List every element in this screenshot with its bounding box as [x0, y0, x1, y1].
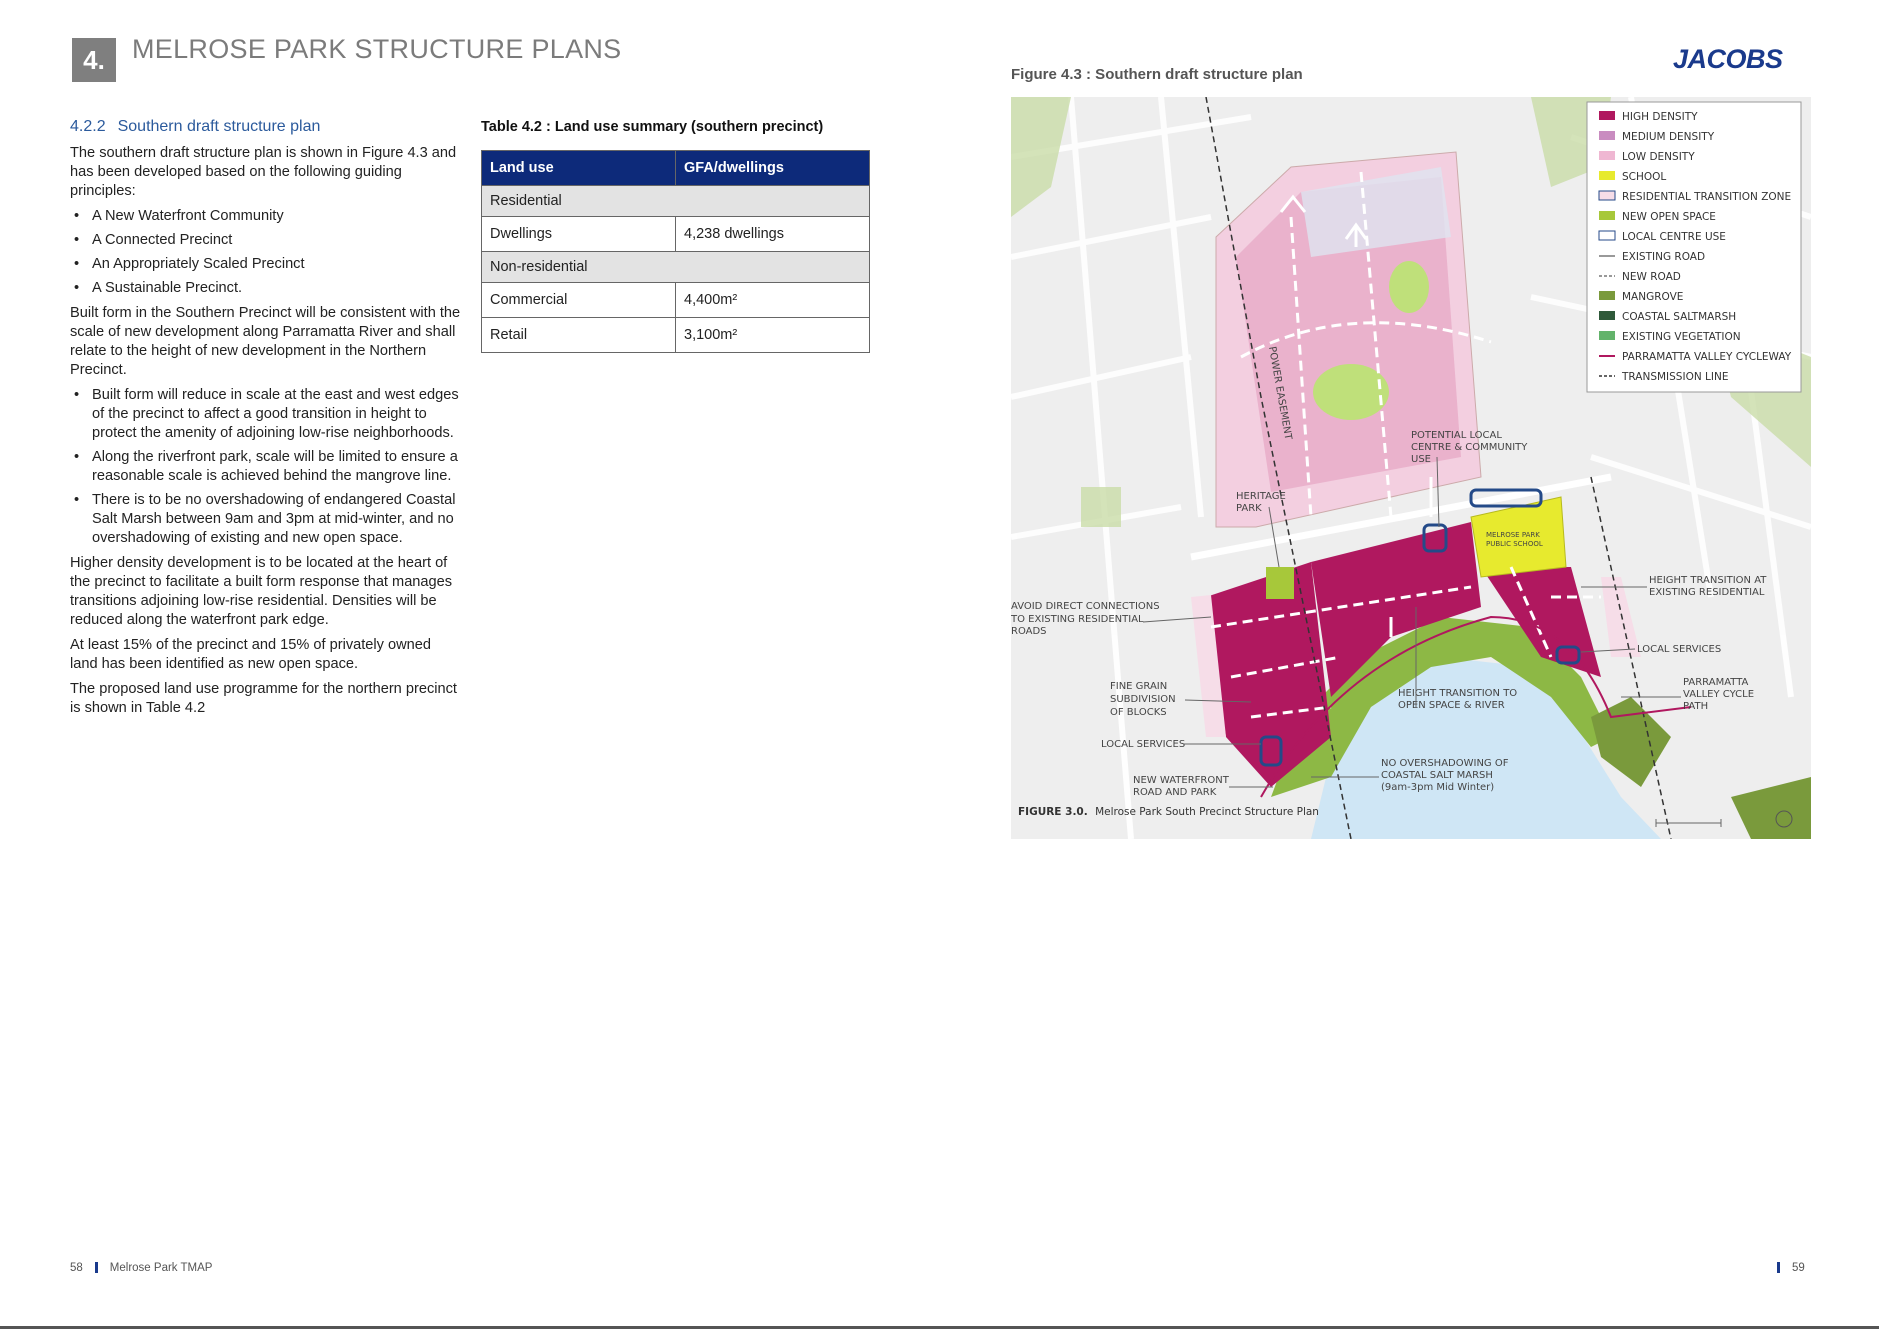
table-group-row: [482, 252, 870, 283]
principles-list: [70, 207, 462, 298]
legend-label: SCHOOL: [1622, 171, 1667, 183]
annotation-label: AVOID DIRECT CONNECTIONS: [1011, 601, 1160, 612]
footer-divider: [1777, 1262, 1780, 1273]
right-page-number: 59: [1792, 1262, 1805, 1274]
jacobs-logo: JACOBS: [1673, 44, 1783, 74]
structure-plan-map: [1011, 97, 1811, 839]
left-page-number: 58: [70, 1262, 83, 1274]
footer-left: [70, 1262, 212, 1274]
column-header: Land use: [482, 151, 676, 186]
footer-right: [1777, 1262, 1805, 1274]
list-item: • An Appropriately Scaled Precinct: [70, 255, 462, 274]
section-number: 4.2.2: [70, 118, 106, 135]
table-row: [482, 318, 870, 353]
legend-swatch: [1599, 291, 1615, 300]
open-space-paragraph: At least 15% of the precinct and 15% of privately owned land has been identified as new open space.: [70, 637, 432, 672]
heritage-park-block: [1266, 567, 1294, 599]
group-label: Non-residential: [482, 252, 870, 283]
table-group-row: [482, 186, 870, 217]
list-item: • There is to be no overshadowing of endangered Coastal Salt Marsh between 9am and 3pm at mid-winter, and no overshadowing of existing and new open space.: [70, 491, 462, 548]
annotation-label: VALLEY CYCLE: [1683, 689, 1755, 700]
inner-figure-caption-text: Melrose Park South Precinct Structure Plan: [1095, 806, 1319, 818]
list-item: • Along the riverfront park, scale will be limited to ensure a reasonable scale is achieved behind the mangrove line.: [70, 448, 462, 486]
annotation-label: HEIGHT TRANSITION AT: [1649, 575, 1767, 586]
open-space-oval-2: [1389, 261, 1429, 313]
table-row: [482, 217, 870, 252]
legend-label: RESIDENTIAL TRANSITION ZONE: [1622, 191, 1792, 203]
table-cell: 3,100m²: [676, 318, 870, 353]
annotation-label: NO OVERSHADOWING OF: [1381, 758, 1509, 769]
legend-label: HIGH DENSITY: [1622, 111, 1698, 123]
annotation-label: PARK: [1236, 503, 1262, 514]
legend-swatch: [1599, 231, 1615, 240]
table-caption: Table 4.2 : Land use summary (southern precinct): [481, 119, 824, 135]
table-cell: 4,400m²: [676, 283, 870, 318]
list-item: • A Sustainable Precinct.: [70, 279, 462, 298]
legend-swatch: [1599, 171, 1615, 180]
annotation-label: ROAD AND PARK: [1133, 787, 1217, 798]
section-title: Southern draft structure plan: [117, 118, 321, 135]
annotation-label: COASTAL SALT MARSH: [1381, 770, 1493, 781]
annotation-label: SUBDIVISION: [1110, 694, 1176, 705]
intro-paragraph: The southern draft structure plan is shown in Figure 4.3 and has been developed based on the following guiding principles:: [70, 145, 457, 199]
table-row: [482, 283, 870, 318]
annotation-label: POTENTIAL LOCAL: [1411, 430, 1502, 441]
annotation-label: PATH: [1683, 701, 1709, 712]
annotation-label: POWER EASEMENT: [1266, 345, 1294, 441]
legend-swatch: [1599, 131, 1615, 140]
legend-item: [1599, 351, 1792, 363]
group-label: Residential: [482, 186, 870, 217]
built-form-list: [70, 386, 462, 548]
annotation-label: MELROSE PARK: [1486, 531, 1540, 539]
annotation-label: ROADS: [1011, 626, 1047, 637]
inner-figure-caption-prefix: FIGURE 3.0.: [1018, 806, 1088, 818]
legend-swatch: [1599, 211, 1615, 220]
legend-swatch: [1599, 331, 1615, 340]
annotation-label: TO EXISTING RESIDENTIAL: [1011, 614, 1144, 625]
legend-label: COASTAL SALTMARSH: [1622, 311, 1737, 323]
figure-caption: Figure 4.3 : Southern draft structure plan: [1011, 66, 1303, 83]
legend-label: EXISTING VEGETATION: [1622, 331, 1741, 343]
table-header-row: [482, 151, 870, 186]
legend-swatch: [1599, 151, 1615, 160]
programme-paragraph: The proposed land use programme for the northern precinct is shown in Table 4.2: [70, 681, 457, 716]
legend-label: LOW DENSITY: [1622, 151, 1695, 163]
annotation-label: (9am-3pm Mid Winter): [1381, 782, 1495, 793]
annotation-label: LOCAL SERVICES: [1101, 739, 1186, 750]
annotation-label: EXISTING RESIDENTIAL: [1649, 587, 1765, 598]
annotation-label: LOCAL SERVICES: [1637, 644, 1722, 655]
annotation-label: PARRAMATTA: [1683, 677, 1749, 688]
section-heading: [70, 118, 320, 136]
list-item: • Built form will reduce in scale at the east and west edges of the precinct to affect a good transition in height to protect the amenity of adjoining low-rise neighborhoods.: [70, 386, 462, 443]
density-paragraph: Higher density development is to be located at the heart of the precinct to facilitate a built form response that manages transitions adjoining low-rise residential. Densities will be reduced along the waterfront park edge.: [70, 555, 453, 628]
table-cell: 4,238 dwellings: [676, 217, 870, 252]
legend-swatch: [1599, 191, 1615, 200]
list-item: • A Connected Precinct: [70, 231, 462, 250]
chapter-title: MELROSE PARK STRUCTURE PLANS: [132, 34, 622, 64]
annotation-label: OF BLOCKS: [1110, 707, 1167, 718]
list-item: • A New Waterfront Community: [70, 207, 462, 226]
publication-name: Melrose Park TMAP: [109, 1262, 213, 1274]
legend-label: NEW ROAD: [1622, 271, 1681, 283]
legend-label: MEDIUM DENSITY: [1622, 131, 1715, 143]
legend-swatch: [1599, 311, 1615, 320]
legend-label: LOCAL CENTRE USE: [1622, 231, 1726, 243]
legend-label: TRANSMISSION LINE: [1622, 371, 1729, 383]
annotation-label: HEIGHT TRANSITION TO: [1398, 688, 1518, 699]
map-legend: [1587, 102, 1801, 392]
inner-figure-caption: [1018, 806, 1319, 818]
annotation-label: HERITAGE: [1236, 491, 1286, 502]
annotation-label: NEW WATERFRONT: [1133, 775, 1229, 786]
chapter-number-badge: 4.: [72, 38, 116, 82]
body-column: [70, 144, 462, 724]
legend-label: EXISTING ROAD: [1622, 251, 1706, 263]
land-use-table: [481, 150, 870, 353]
annotation-label: USE: [1411, 454, 1431, 465]
built-form-paragraph: Built form in the Southern Precinct will be consistent with the scale of new development along Parramatta River and shall relate to the height of new development in the Northern Precinct.: [70, 305, 461, 378]
annotation-label: OPEN SPACE & RIVER: [1398, 700, 1505, 711]
footer-divider: [95, 1262, 98, 1273]
legend-swatch: [1599, 111, 1615, 120]
annotation-label: PUBLIC SCHOOL: [1486, 540, 1543, 548]
table-cell: Dwellings: [482, 217, 676, 252]
annotation-label: FINE GRAIN: [1110, 681, 1168, 692]
column-header: GFA/dwellings: [676, 151, 870, 186]
legend-item: [1599, 191, 1791, 203]
annotation-label: CENTRE & COMMUNITY: [1411, 442, 1528, 453]
legend-label: PARRAMATTA VALLEY CYCLEWAY: [1622, 351, 1792, 363]
legend-label: NEW OPEN SPACE: [1622, 211, 1716, 223]
table-cell: Commercial: [482, 283, 676, 318]
legend-label: MANGROVE: [1622, 291, 1684, 303]
table-cell: Retail: [482, 318, 676, 353]
